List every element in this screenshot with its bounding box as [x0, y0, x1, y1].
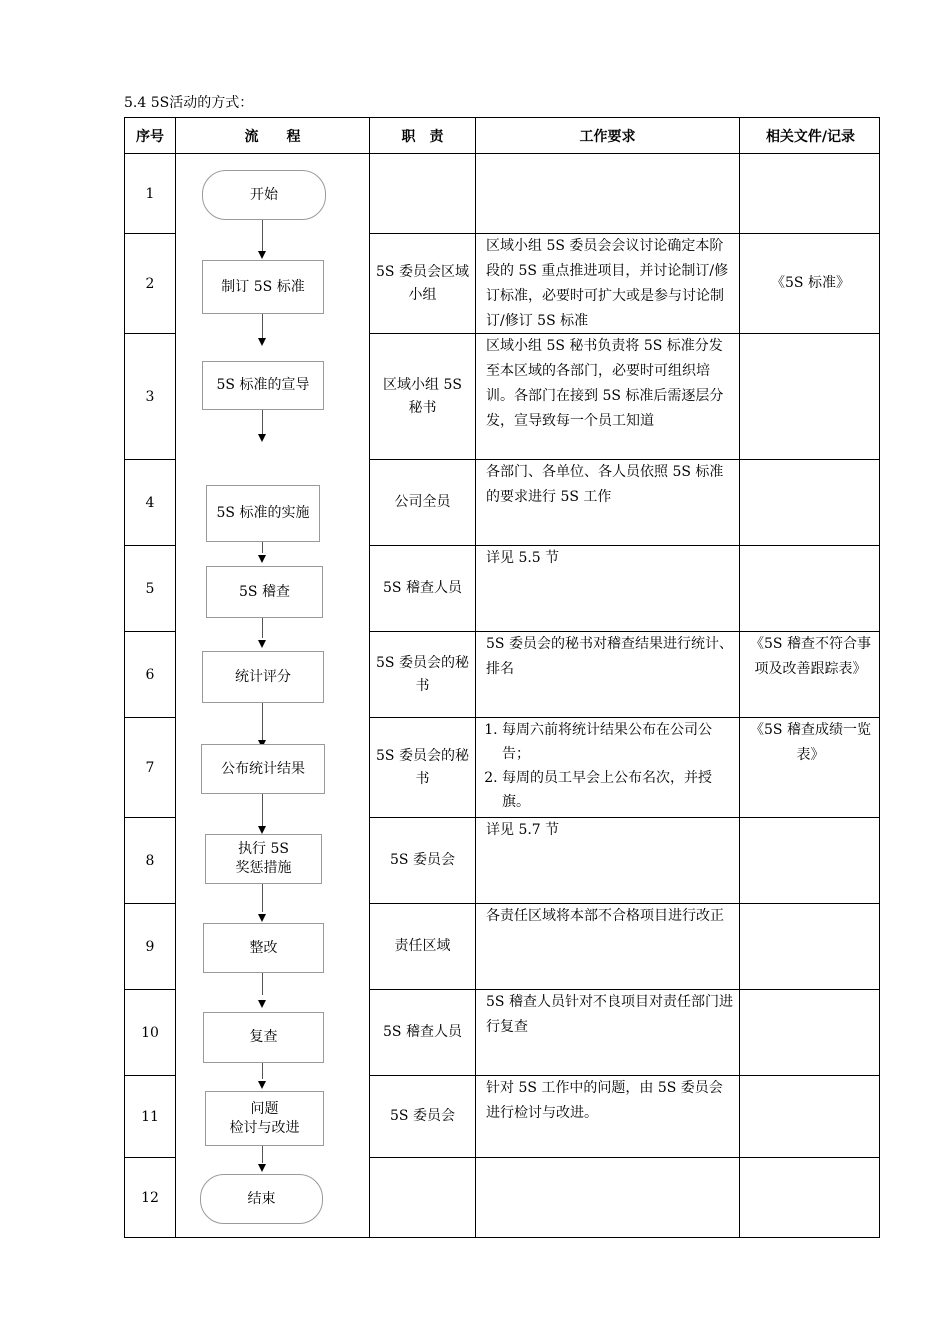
column-divider — [175, 118, 176, 1237]
header-requirements: 工作要求 — [579, 129, 636, 145]
row-3-requirement: 区域小组 5S 秘书负责将 5S 标准分发至本区域的各部门，必要时可组织培训。各部门在接到 5S 标准后需逐层分发，宣导致每一个员工知道 — [486, 338, 724, 429]
flow-connector — [262, 884, 263, 912]
flow-arrow — [258, 1164, 266, 1172]
flow-connector — [262, 973, 263, 995]
flow-connector — [262, 410, 263, 434]
flow-step-implement-standard: 5S 标准的实施 — [206, 485, 320, 542]
row-7-document: 《5S 稽查成绩一览表》 — [750, 722, 871, 763]
row-11-responsibility: 5S 委员会 — [390, 1108, 455, 1124]
requirement-list-item: 1. 每周六前将统计结果公布在公司公告； — [502, 718, 735, 766]
flow-arrow — [258, 640, 266, 648]
flow-connector — [262, 703, 263, 741]
flow-step-line: 问题 — [250, 1100, 279, 1117]
row-10-seq: 10 — [141, 1024, 159, 1041]
row-11-requirement: 针对 5S 工作中的问题，由 5S 委员会进行检讨与改进。 — [486, 1080, 723, 1121]
row-7-responsibility: 5S 委员会的秘书 — [376, 747, 469, 787]
requirement-list-item: 2. 每周的员工早会上公布名次，并授旗。 — [502, 766, 735, 814]
flow-connector — [262, 618, 263, 638]
flow-arrow — [258, 555, 266, 563]
flow-step-publish-results: 公布统计结果 — [201, 744, 325, 794]
row-5-seq: 5 — [145, 580, 155, 597]
row-11-seq: 11 — [141, 1108, 159, 1125]
flow-connector — [262, 1063, 263, 1079]
row-9-responsibility: 责任区域 — [394, 938, 451, 954]
row-2-requirement: 区域小组 5S 委员会会议讨论确定本阶段的 5S 重点推进项目，并讨论制订/修订标准，必要时可扩大或是参与讨论制订/修订 5S 标准 — [486, 238, 729, 329]
row-7-seq: 7 — [145, 759, 155, 776]
row-9-seq: 9 — [145, 938, 155, 955]
flow-arrow — [258, 251, 266, 259]
flow-connector — [262, 314, 263, 338]
section-title: 5.4 5S活动的方式： — [124, 95, 254, 111]
row-12-seq: 12 — [141, 1190, 159, 1206]
row-8-responsibility: 5S 委员会 — [390, 852, 455, 868]
row-6-responsibility: 5S 委员会的秘书 — [376, 654, 469, 694]
row-7-requirement — [476, 718, 740, 814]
row-8-requirement: 详见 5.7 节 — [486, 822, 560, 838]
row-10-requirement: 5S 稽查人员针对不良项目对责任部门进行复查 — [486, 994, 733, 1035]
row-6-requirement: 5S 委员会的秘书对稽查结果进行统计、排名 — [486, 636, 733, 677]
row-4-seq: 4 — [145, 494, 155, 511]
flow-step-promote-standard: 5S 标准的宣导 — [202, 361, 324, 410]
flow-step-audit: 5S 稽查 — [206, 566, 323, 618]
row-8-seq: 8 — [145, 852, 155, 869]
flow-step-scoring: 统计评分 — [202, 651, 324, 703]
row-5-responsibility: 5S 稽查人员 — [383, 580, 462, 596]
5s-activity-table — [124, 117, 880, 1238]
flow-arrow — [258, 1081, 266, 1089]
flow-connector — [262, 219, 263, 251]
row-9-requirement: 各责任区域将本部不合格项目进行改正 — [486, 908, 724, 924]
flow-step-review-improve — [205, 1091, 324, 1146]
flow-arrow — [258, 1000, 266, 1008]
header-seq: 序号 — [136, 129, 164, 145]
flow-step-recheck: 复查 — [203, 1012, 324, 1063]
row-1-seq: 1 — [145, 185, 155, 202]
flow-step-line: 奖惩措施 — [235, 860, 292, 876]
flow-step-rewards-penalties — [205, 834, 322, 884]
flow-arrow — [258, 434, 266, 442]
row-4-responsibility: 公司全员 — [394, 494, 451, 510]
row-2-seq: 2 — [145, 275, 155, 292]
row-3-responsibility: 区域小组 5S 秘书 — [383, 376, 462, 416]
row-2-document: 《5S 标准》 — [771, 275, 850, 291]
flow-step-rectify: 整改 — [203, 923, 324, 973]
row-3-seq: 3 — [145, 388, 155, 405]
flow-start-terminal: 开始 — [202, 170, 326, 220]
flow-arrow — [258, 914, 266, 922]
flow-step-line: 执行 5S — [238, 841, 289, 857]
flow-arrow — [258, 338, 266, 346]
row-5-requirement: 详见 5.5 节 — [486, 550, 560, 566]
flow-step-set-standard: 制订 5S 标准 — [202, 260, 324, 314]
row-2-responsibility: 5S 委员会区域小组 — [376, 263, 469, 303]
row-4-requirement: 各部门、各单位、各人员依照 5S 标准的要求进行 5S 工作 — [486, 464, 724, 505]
flow-end-terminal: 结束 — [200, 1174, 323, 1224]
flow-connector — [262, 541, 263, 553]
row-10-responsibility: 5S 稽查人员 — [383, 1024, 462, 1040]
row-6-seq: 6 — [145, 666, 155, 683]
row-6-document: 《5S 稽查不符合事项及改善跟踪表》 — [750, 636, 871, 677]
flow-step-line: 检讨与改进 — [229, 1119, 300, 1136]
header-responsibility: 职 责 — [401, 129, 444, 145]
flow-connector — [262, 794, 263, 827]
header-flow: 流 程 — [244, 129, 301, 145]
flow-arrow — [258, 826, 266, 834]
header-documents: 相关文件/记录 — [765, 129, 856, 145]
row-divider — [369, 1157, 879, 1158]
flow-connector — [262, 1146, 263, 1163]
